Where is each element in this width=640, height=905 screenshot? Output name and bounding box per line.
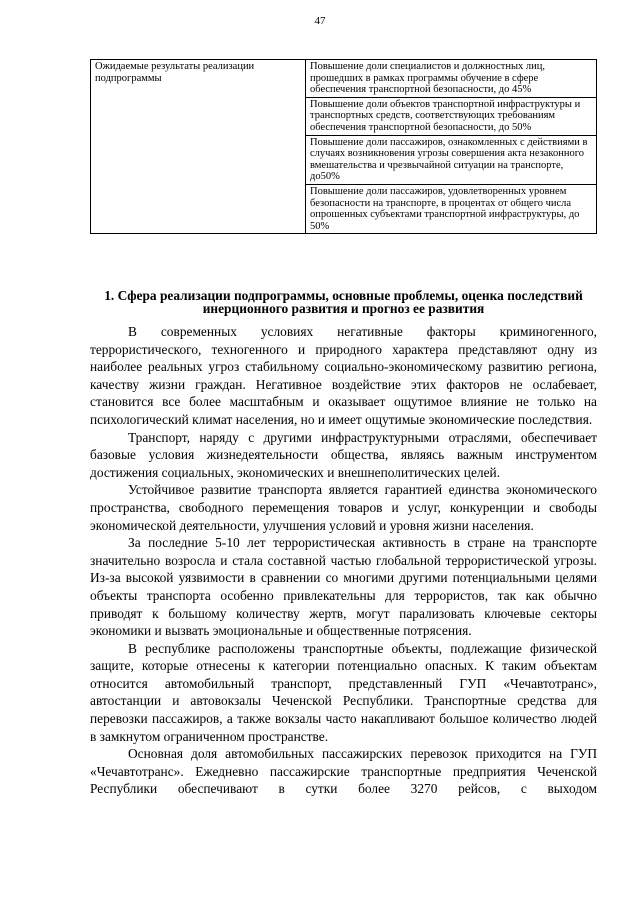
result-item-1: Повышение доли специалистов и должностных лиц, прошедших в рамках программы обучение в сфере обеспечения транспортной безопасности, до 45% <box>306 60 597 98</box>
paragraph-5: В республике расположены транспортные объекты, подлежащие физической защите, которые отнесены к категории потенциально опасных. К таким объектам относится автомобильный транспорт, представленный ГУП «Чечавтотранс», автостанции и автовокзалы Чеченской Республики. Транспортные средства для перевозки пассажиров, а также вокзалы часто накапливают большое количество людей в замкнутом ограниченном пространстве. <box>90 640 597 744</box>
paragraph-4: За последние 5-10 лет террористическая активность в стране на транспорте значительно возросла и стала составной частью глобальной террористической угрозы. Из-за высокой уязвимости в сравнении со многими другими потенциальными целями объекты транспорта особенно привлекательны для террористов, так как обычно приводят к большому количеству жертв, могут парализовать ключевые секторы экономики и вызвать эмоциональные и общественные потрясения. <box>90 535 597 639</box>
section-heading: 1. Сфера реализации подпрограммы, основные проблемы, оценка последствий инерционного развития и прогноз ее развития <box>104 288 583 316</box>
paragraph-2: Транспорт, наряду с другими инфраструктурными отраслями, обеспечивает базовые условия жизнедеятельности общества, являясь важным инструментом достижения социальных, экономических и внешнеполитических целей. <box>90 429 597 480</box>
result-item-4: Повышение доли пассажиров, удовлетворенных уровнем безопасности на транспорте, в процентах от общего числа опрошенных субъектами транспортной инфраструктуры, до 50% <box>306 184 597 233</box>
page-number: 47 <box>314 15 326 27</box>
paragraph-6: Основная доля автомобильных пассажирских перевозок приходится на ГУП «Чечавтотранс». Ежедневно пассажирские транспортные предприятия Чеченской Республики обеспечивают в сутки более 3270 рейсов, с выходом <box>90 746 597 797</box>
expected-results-table <box>90 59 597 234</box>
paragraph-3: Устойчивое развитие транспорта является гарантией единства экономического пространства, свободного перемещения товаров и услуг, конкуренции и свободы экономической деятельности, улучшения условий и уровня жизни населения. <box>90 482 597 533</box>
table-row <box>91 60 597 98</box>
results-label-cell: Ожидаемые результаты реализации подпрограммы <box>91 60 306 234</box>
result-item-2: Повышение доли объектов транспортной инфраструктуры и транспортных средств, соответствующих требованиям обеспечения транспортной безопасности, до 50% <box>306 97 597 135</box>
paragraph-1: В современных условиях негативные факторы криминогенного, террористического, техногенного и природного характера представляют одну из наиболее реальных угроз стабильному социально-экономическому развитию региона, качеству жизни граждан. Негативное воздействие этих факторов не ослабевает, становится все более масштабным и оказывает ощутимое влияние не только на психологический климат населения, но и имеет ощутимые экономические последствия. <box>90 324 597 427</box>
section-body <box>90 323 597 798</box>
result-item-3: Повышение доли пассажиров, ознакомленных с действиями в случаях возникновения угрозы совершения акта незаконного вмешательства и чрезвычайной ситуации на транспорте, до50% <box>306 135 597 184</box>
